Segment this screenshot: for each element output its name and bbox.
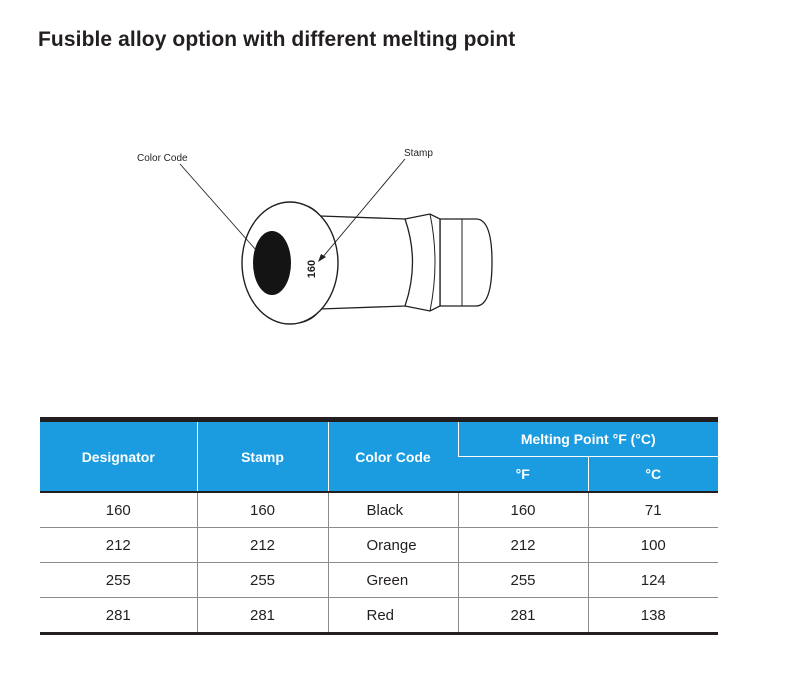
cell-color-code: Black	[328, 492, 458, 528]
header-melting-point: Melting Point °F (°C)	[458, 420, 718, 457]
cell-stamp: 212	[197, 528, 328, 563]
melting-point-table	[40, 417, 718, 635]
cell-designator: 160	[40, 492, 197, 528]
cell-designator: 281	[40, 598, 197, 634]
cell-stamp: 160	[197, 492, 328, 528]
cell-designator: 255	[40, 563, 197, 598]
cell-color-code: Green	[328, 563, 458, 598]
cell-celsius: 138	[588, 598, 718, 634]
table-row	[40, 598, 718, 634]
table-row	[40, 492, 718, 528]
header-designator: Designator	[40, 420, 197, 493]
cell-fahrenheit: 281	[458, 598, 588, 634]
header-color-code: Color Code	[328, 420, 458, 493]
stamp-number: 160	[306, 259, 318, 279]
cell-celsius: 124	[588, 563, 718, 598]
cell-color-code: Orange	[328, 528, 458, 563]
cell-stamp: 255	[197, 563, 328, 598]
header-stamp: Stamp	[197, 420, 328, 493]
color-code-label: Color Code	[137, 153, 188, 164]
header-celsius: °C	[588, 457, 718, 493]
cell-celsius: 100	[588, 528, 718, 563]
cell-stamp: 281	[197, 598, 328, 634]
plug-tail	[440, 219, 492, 306]
page-title: Fusible alloy option with different melting point	[38, 28, 516, 51]
cell-fahrenheit: 212	[458, 528, 588, 563]
stamp-label: Stamp	[404, 148, 433, 159]
header-fahrenheit: °F	[458, 457, 588, 493]
melting-point-table-wrap	[40, 417, 718, 635]
cell-color-code: Red	[328, 598, 458, 634]
cell-fahrenheit: 255	[458, 563, 588, 598]
table-row	[40, 528, 718, 563]
plug-head	[242, 202, 338, 324]
color-code-leader	[180, 164, 256, 250]
color-code-dot	[253, 231, 291, 295]
cell-fahrenheit: 160	[458, 492, 588, 528]
table-row	[40, 563, 718, 598]
cell-celsius: 71	[588, 492, 718, 528]
cell-designator: 212	[40, 528, 197, 563]
